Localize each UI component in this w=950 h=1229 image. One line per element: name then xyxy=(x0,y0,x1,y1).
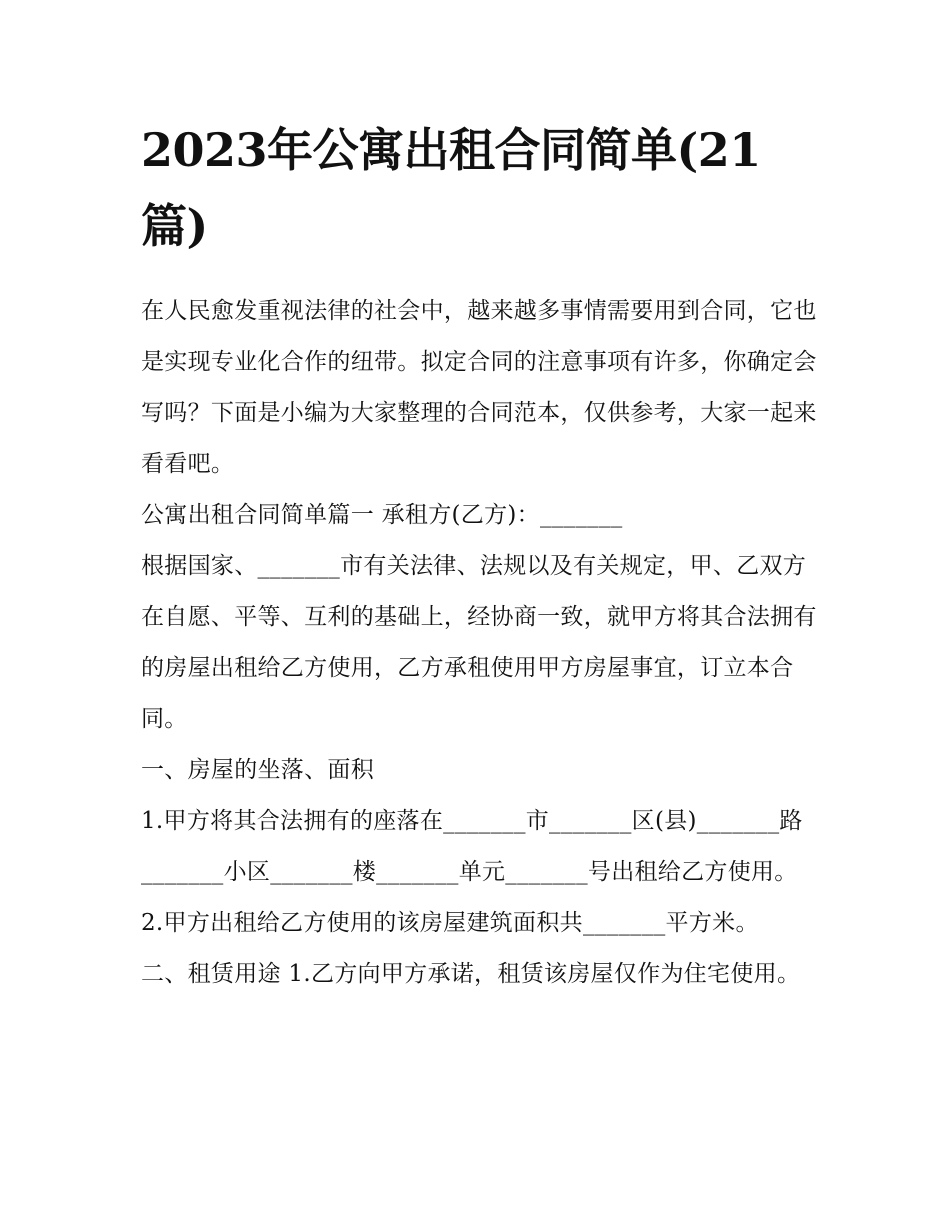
section-heading-tenant: 公寓出租合同简单篇一 承租方(乙方)：_______ xyxy=(141,502,623,528)
clause-1-location: 1.甲方将其合法拥有的座落在_______市_______区(县)_______路_______小区_______楼_______单元_______号出租给乙方使用。 xyxy=(141,808,803,885)
clause-2-area: 2.甲方出租给乙方使用的该房屋建筑面积共_______平方米。 xyxy=(141,910,759,936)
section-heading-location-area: 一、房屋的坐落、面积 xyxy=(141,757,374,783)
document-title: 2023年公寓出租合同简单(21篇) xyxy=(141,123,761,253)
preamble-paragraph: 根据国家、_______市有关法律、法规以及有关规定，甲、乙双方在自愿、平等、互利的基础上，经协商一致，就甲方将其合法拥有的房屋出租给乙方使用，乙方承租使用甲方房屋事宜，订立本合同。 xyxy=(141,553,817,732)
section-heading-lease-purpose: 二、租赁用途 1.乙方向甲方承诺，租赁该房屋仅作为住宅使用。 xyxy=(141,961,801,987)
intro-paragraph: 在人民愈发重视法律的社会中，越来越多事情需要用到合同，它也是实现专业化合作的纽带。拟定合同的注意事项有许多，你确定会写吗？下面是小编为大家整理的合同范本，仅供参考，大家一起来看看吧。 xyxy=(141,298,817,477)
document-body xyxy=(141,286,821,1000)
document-content xyxy=(141,112,821,1000)
